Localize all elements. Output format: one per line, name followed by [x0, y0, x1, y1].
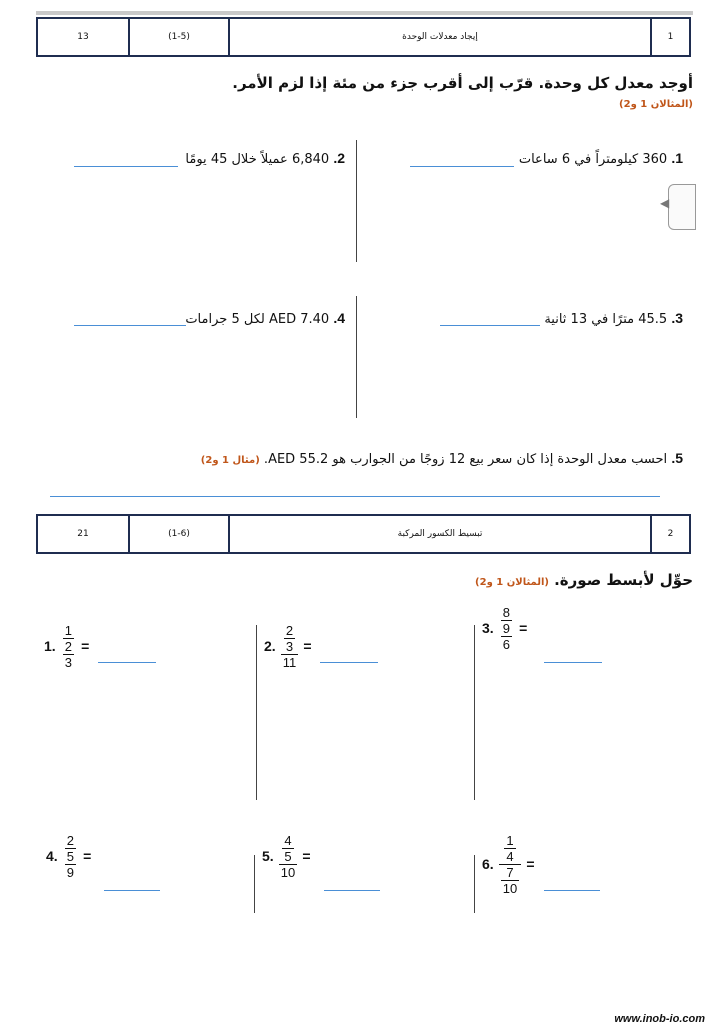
examples-note-1: (المثالان 1 و2)	[619, 99, 693, 110]
p4-equals: =	[83, 848, 92, 864]
problem-4-num: 4.	[333, 310, 345, 326]
problem-5-note: (مثال 1 و2)	[200, 455, 260, 466]
problem-1	[519, 150, 683, 167]
problem-3	[544, 310, 683, 327]
p5-bottom: 10	[280, 865, 296, 880]
instruction-2: حوِّل لأبسط صورة.	[554, 571, 693, 589]
p4-top-num: 2	[66, 833, 75, 848]
column-divider-3	[256, 625, 257, 800]
fraction-problem-6	[482, 833, 535, 896]
header-title: إيجاد معدلات الوحدة	[228, 19, 650, 55]
problem-5	[201, 450, 683, 467]
answer-line-2[interactable]	[74, 166, 178, 167]
fraction-problem-4-num: 4.	[46, 848, 58, 864]
problem-2-text: 6,840 عميلاً خلال 45 يومًا	[185, 152, 330, 167]
problem-5-num: 5.	[671, 450, 683, 466]
header-title: تبسيط الكسور المركبة	[228, 516, 650, 552]
p3-top-den: 9	[502, 621, 511, 636]
fraction-problem-1	[44, 623, 89, 670]
header-index: 2	[650, 516, 689, 552]
fraction-answer-4[interactable]	[104, 890, 160, 891]
column-divider-2	[356, 296, 357, 418]
p2-bottom: 11	[282, 655, 297, 670]
p2-top-num: 2	[285, 623, 294, 638]
answer-line-3[interactable]	[440, 325, 540, 326]
fraction-problem-3	[482, 605, 527, 652]
fraction-problem-5-num: 5.	[262, 848, 274, 864]
examples-note-2: (المثالان 1 و2)	[475, 577, 550, 588]
p6-top-den: 4	[506, 849, 514, 864]
problem-3-num: 3.	[671, 310, 683, 326]
problem-1-text: 360 كيلومتراً في 6 ساعات	[518, 152, 668, 167]
answer-line-1[interactable]	[410, 166, 514, 167]
p6-bot-num: 7	[506, 865, 514, 880]
header-lesson: (1-5)	[128, 19, 228, 55]
p3-equals: =	[519, 620, 528, 636]
header-page: 13	[77, 32, 89, 42]
fraction-problem-3-num: 3.	[482, 620, 494, 636]
fraction-answer-5[interactable]	[324, 890, 380, 891]
top-decor-bar	[36, 11, 693, 15]
p3-bottom: 6	[502, 637, 511, 652]
footer-site: www.inob-io.com	[614, 1013, 705, 1025]
arrow-left-icon: ◀	[660, 196, 670, 210]
p1-top-num: 1	[64, 623, 73, 638]
p4-top-den: 5	[66, 849, 75, 864]
header-index: 1	[650, 19, 689, 55]
p2-equals: =	[303, 638, 312, 654]
p6-equals: =	[526, 856, 535, 872]
problem-2	[185, 150, 345, 167]
problem-1-num: 1.	[671, 150, 683, 166]
answer-line-5[interactable]	[50, 496, 660, 497]
p5-top-num: 4	[284, 833, 292, 848]
problem-3-text: 45.5 مترًا في 13 ثانية	[544, 312, 668, 327]
fraction-answer-1[interactable]	[98, 662, 156, 663]
fraction-answer-6[interactable]	[544, 890, 600, 891]
fraction-problem-6-num: 6.	[482, 856, 494, 872]
p1-top-den: 2	[64, 639, 73, 654]
answer-line-4[interactable]	[74, 325, 186, 326]
p2-top-den: 3	[285, 639, 294, 654]
p1-bottom: 3	[64, 655, 73, 670]
column-divider-1	[356, 140, 357, 262]
fraction-answer-3[interactable]	[544, 662, 602, 663]
fraction-problem-2-num: 2.	[264, 638, 276, 654]
p5-equals: =	[302, 848, 311, 864]
p6-bot-den: 10	[502, 881, 518, 896]
p6-top-num: 1	[506, 833, 514, 848]
side-tab	[668, 184, 696, 230]
instruction-1: أوجد معدل كل وحدة. قرّب إلى أقرب جزء من مئة إذا لزم الأمر.	[232, 74, 693, 92]
problem-2-num: 2.	[333, 150, 345, 166]
fraction-answer-2[interactable]	[320, 662, 378, 663]
lesson-header-1	[36, 17, 691, 57]
fraction-problem-1-num: 1.	[44, 638, 56, 654]
header-lesson: (1-6)	[128, 516, 228, 552]
p5-top-den: 5	[284, 849, 292, 864]
fraction-problem-4	[46, 833, 91, 880]
p1-equals: =	[81, 638, 90, 654]
fraction-problem-5	[262, 833, 311, 880]
problem-5-text: احسب معدل الوحدة إذا كان سعر بيع 12 زوجًا من الجوارب هو AED 55.2.	[263, 452, 668, 467]
lesson-header-2	[36, 514, 691, 554]
p3-top-num: 8	[502, 605, 511, 620]
column-divider-4	[474, 625, 475, 800]
instruction-2-row	[475, 570, 693, 589]
header-page: 21	[77, 529, 89, 539]
fraction-problem-2	[264, 623, 312, 670]
problem-4	[185, 310, 345, 327]
column-divider-6	[474, 855, 475, 913]
p4-bottom: 9	[66, 865, 75, 880]
problem-4-text: AED 7.40 لكل 5 جرامات	[185, 312, 330, 327]
column-divider-5	[254, 855, 255, 913]
